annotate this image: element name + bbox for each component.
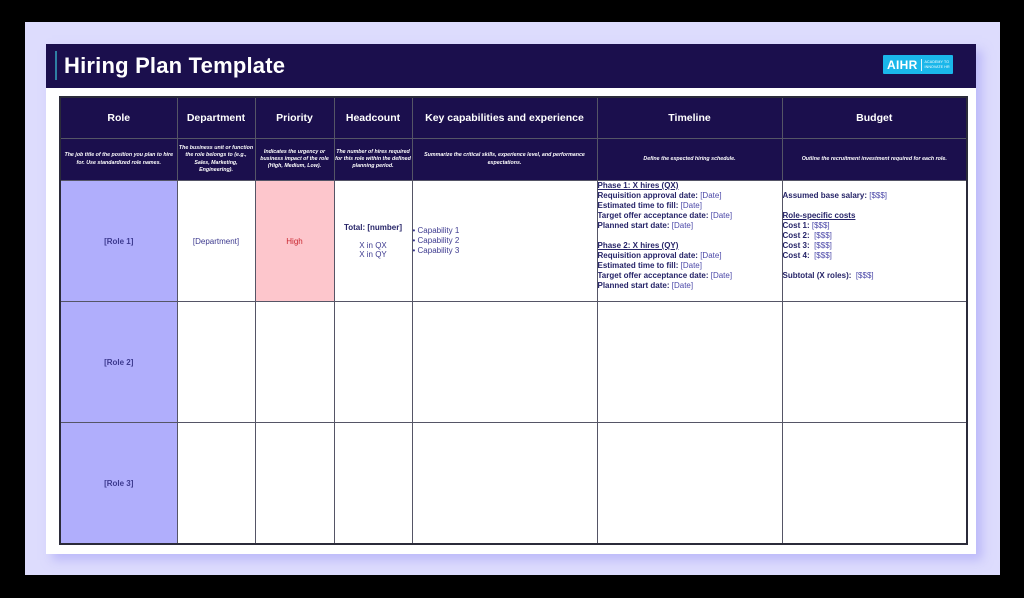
timeline-item-label: Target offer acceptance date: xyxy=(597,211,709,220)
timeline-item-value: [Date] xyxy=(678,261,702,270)
timeline-item-value: [Date] xyxy=(669,281,694,290)
spacer xyxy=(783,181,967,191)
logo-divider xyxy=(921,59,922,71)
headcount-total: Total: [number] xyxy=(343,223,403,232)
table-row xyxy=(60,423,967,545)
timeline-item-value: [Date] xyxy=(708,271,733,280)
timeline-item xyxy=(598,281,782,291)
capabilities-cell[interactable] xyxy=(412,423,597,545)
page-title: Hiring Plan Template xyxy=(64,53,286,78)
capabilities-cell[interactable] xyxy=(412,302,597,423)
logo-tagline-line-1: ACADEMY TO xyxy=(924,60,950,65)
headcount-line: X in QY xyxy=(359,250,387,259)
cost-value: [$$$] xyxy=(809,221,830,230)
column-header-timeline: Timeline xyxy=(597,97,782,139)
phase-title: Phase 1: X hires (QX) xyxy=(597,181,679,190)
base-salary-line xyxy=(783,191,967,201)
budget-cell[interactable] xyxy=(782,181,967,302)
cost-value: [$$$] xyxy=(809,241,832,250)
table-row xyxy=(60,302,967,423)
title-accent-line xyxy=(55,51,57,80)
timeline-item-label: Planned start date: xyxy=(597,281,670,290)
timeline-cell[interactable] xyxy=(597,302,782,423)
timeline-item-label: Estimated time to fill: xyxy=(597,261,679,270)
column-header-role: Role xyxy=(60,97,177,139)
subtotal-label: Subtotal (X roles): xyxy=(782,271,852,280)
timeline-item-label: Planned start date: xyxy=(597,221,670,230)
cost-label: Cost 4: xyxy=(782,251,810,260)
base-salary-value: [$$$] xyxy=(867,191,888,200)
column-description-budget: Outline the recruitment investment required for each role. xyxy=(782,139,967,181)
spacer xyxy=(783,201,967,211)
timeline-item-value: [Date] xyxy=(678,201,702,210)
role-cell[interactable]: [Role 1] xyxy=(60,181,177,302)
priority-cell[interactable]: High xyxy=(255,181,334,302)
headcount-line: X in QX xyxy=(359,241,387,250)
timeline-item xyxy=(598,201,782,211)
role-cell[interactable]: [Role 3] xyxy=(60,423,177,545)
column-header-budget: Budget xyxy=(782,97,967,139)
cost-value: [$$$] xyxy=(809,251,832,260)
phase-title: Phase 2: X hires (QY) xyxy=(597,241,679,250)
column-description-timeline: Define the expected hiring schedule. xyxy=(597,139,782,181)
timeline-item-label: Estimated time to fill: xyxy=(597,201,679,210)
title-bar xyxy=(46,44,976,88)
aihr-logo xyxy=(883,55,953,74)
timeline-item xyxy=(598,251,782,261)
table-row xyxy=(60,181,967,302)
timeline-cell[interactable] xyxy=(597,423,782,545)
timeline-item xyxy=(598,191,782,201)
timeline-item xyxy=(598,271,782,281)
header-row xyxy=(60,97,967,139)
costs-title: Role-specific costs xyxy=(782,211,856,220)
budget-cell[interactable] xyxy=(782,302,967,423)
column-description-department: The business unit or function the role belongs to (e.g., Sales, Marketing, Engineering). xyxy=(177,139,255,181)
capability-item: • Capability 3 xyxy=(412,246,460,255)
spacer xyxy=(783,261,967,271)
column-description-headcount: The number of hires required for this role within the defined planning period. xyxy=(334,139,412,181)
page-frame xyxy=(25,22,1000,575)
timeline-item xyxy=(598,261,782,271)
timeline-item-value: [Date] xyxy=(669,221,694,230)
cost-line xyxy=(783,241,967,251)
headcount-cell[interactable] xyxy=(334,423,412,545)
priority-cell[interactable] xyxy=(255,302,334,423)
timeline-cell[interactable] xyxy=(597,181,782,302)
timeline-item-value: [Date] xyxy=(697,251,722,260)
column-description-priority: Indicates the urgency or business impact of the role (High, Medium, Low). xyxy=(255,139,334,181)
cost-label: Cost 3: xyxy=(782,241,810,250)
column-header-priority: Priority xyxy=(255,97,334,139)
base-salary-label: Assumed base salary: xyxy=(782,191,867,200)
column-header-capabilities: Key capabilities and experience xyxy=(412,97,597,139)
timeline-item-label: Requisition approval date: xyxy=(597,191,698,200)
department-cell[interactable]: [Department] xyxy=(177,181,255,302)
cost-line xyxy=(783,221,967,231)
department-cell[interactable] xyxy=(177,423,255,545)
timeline-item xyxy=(598,211,782,221)
subtotal-value: [$$$] xyxy=(851,271,874,280)
cost-line xyxy=(783,251,967,261)
timeline-item-label: Requisition approval date: xyxy=(597,251,698,260)
cost-label: Cost 2: xyxy=(782,231,810,240)
cost-value: [$$$] xyxy=(809,231,832,240)
logo-tagline-line-2: INNOVATE HR xyxy=(924,64,950,69)
column-header-department: Department xyxy=(177,97,255,139)
spacer xyxy=(598,231,782,241)
timeline-item-value: [Date] xyxy=(697,191,722,200)
subtotal-line xyxy=(783,271,967,281)
column-description-role: The job title of the position you plan to hire for. Use standardized role names. xyxy=(60,139,177,181)
logo-wordmark: AIHR xyxy=(887,57,918,72)
headcount-cell[interactable] xyxy=(334,302,412,423)
capabilities-cell[interactable] xyxy=(412,181,597,302)
logo-tagline xyxy=(925,60,950,68)
department-cell[interactable] xyxy=(177,302,255,423)
document-card xyxy=(46,44,976,554)
column-header-headcount: Headcount xyxy=(334,97,412,139)
cost-line xyxy=(783,231,967,241)
headcount-cell[interactable] xyxy=(334,181,412,302)
column-description-capabilities: Summarize the critical skills, experience level, and performance expectations. xyxy=(412,139,597,181)
timeline-item xyxy=(598,221,782,231)
role-cell[interactable]: [Role 2] xyxy=(60,302,177,423)
timeline-item-label: Target offer acceptance date: xyxy=(597,271,709,280)
hiring-plan-table xyxy=(59,96,968,545)
budget-cell[interactable] xyxy=(782,423,967,545)
description-row xyxy=(60,139,967,181)
capability-item: • Capability 2 xyxy=(412,236,460,245)
timeline-item-value: [Date] xyxy=(708,211,733,220)
cost-label: Cost 1: xyxy=(782,221,810,230)
capability-item: • Capability 1 xyxy=(412,226,460,235)
priority-cell[interactable] xyxy=(255,423,334,545)
